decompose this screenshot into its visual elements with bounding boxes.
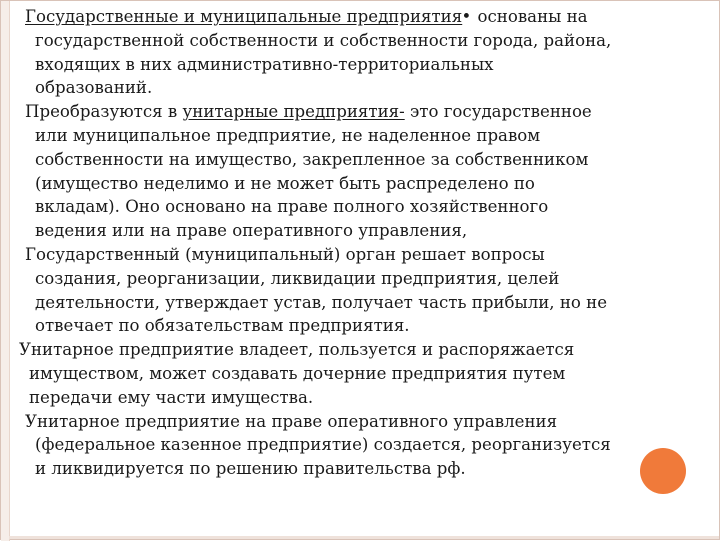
text-line [35,433,715,457]
text-line [35,195,715,219]
text-line [35,148,715,172]
text-segment: или муниципальное предприятие, не наделенное правом [35,125,541,145]
text-line [35,219,715,243]
text-segment: Унитарное предприятие владеет, пользуется и распоряжается [19,340,575,360]
text-line [35,76,715,100]
text-line [25,243,715,267]
text-line [35,314,715,338]
left-border-rule [1,1,10,541]
text-segment: ведения или на праве оперативного управления, [35,221,468,241]
paragraph [25,5,715,100]
text-segment: основаны на [477,7,588,26]
text-line [29,362,715,386]
bottom-border-rule [9,536,719,539]
text-segment: и ликвидируется по решению правительства рф. [35,459,466,479]
text-segment: (имущество неделимо и не может быть распределено по [35,173,535,193]
text-line [35,124,715,148]
text-segment: государственной собственности и собственности города, района, [35,30,612,50]
text-line [29,386,715,410]
text-segment: собственности на имущество, закрепленное за собственником [35,149,589,169]
slide-body [19,5,715,481]
paragraph [25,100,715,243]
text-segment: это государственное [404,102,592,122]
text-segment: Унитарное предприятие на праве оперативного управления [25,411,558,431]
text-line [35,457,715,481]
text-segment: Государственный (муниципальный) орган решает вопросы [25,244,545,264]
accent-circle [640,448,686,494]
text-segment: образований. [35,78,153,98]
underlined-term: унитарные предприятия- [182,102,405,122]
text-segment: деятельности, утверждает устав, получает часть прибыли, но не [35,292,608,312]
paragraph [19,338,715,409]
text-line [25,100,715,124]
paragraph [25,410,715,481]
text-segment: вкладам). Оно основано на праве полного хозяйственного [35,197,549,217]
text-line [25,410,715,434]
text-segment: создания, реорганизации, ликвидации предприятия, целей [35,268,560,288]
text-segment: (федеральное казенное предприятие) создается, реорганизуется [35,435,611,455]
paragraph [25,243,715,338]
text-line [19,338,715,362]
text-line [35,172,715,196]
text-segment: отвечает по обязательствам предприятия. [35,316,410,336]
text-line [35,267,715,291]
text-line [35,291,715,315]
text-segment: передачи ему части имущества. [29,387,314,407]
text-segment: имуществом, может создавать дочерние предприятия путем [29,363,566,383]
underlined-term: Государственные и муниципальные предприятия [25,7,463,26]
text-line: Государственные и муниципальные предприятия • основаны на [25,7,588,26]
text-segment: входящих в них административно-территориальных [35,54,494,74]
text-line [35,29,715,53]
text-segment: Преобразуются в [25,102,183,122]
text-line [35,53,715,77]
